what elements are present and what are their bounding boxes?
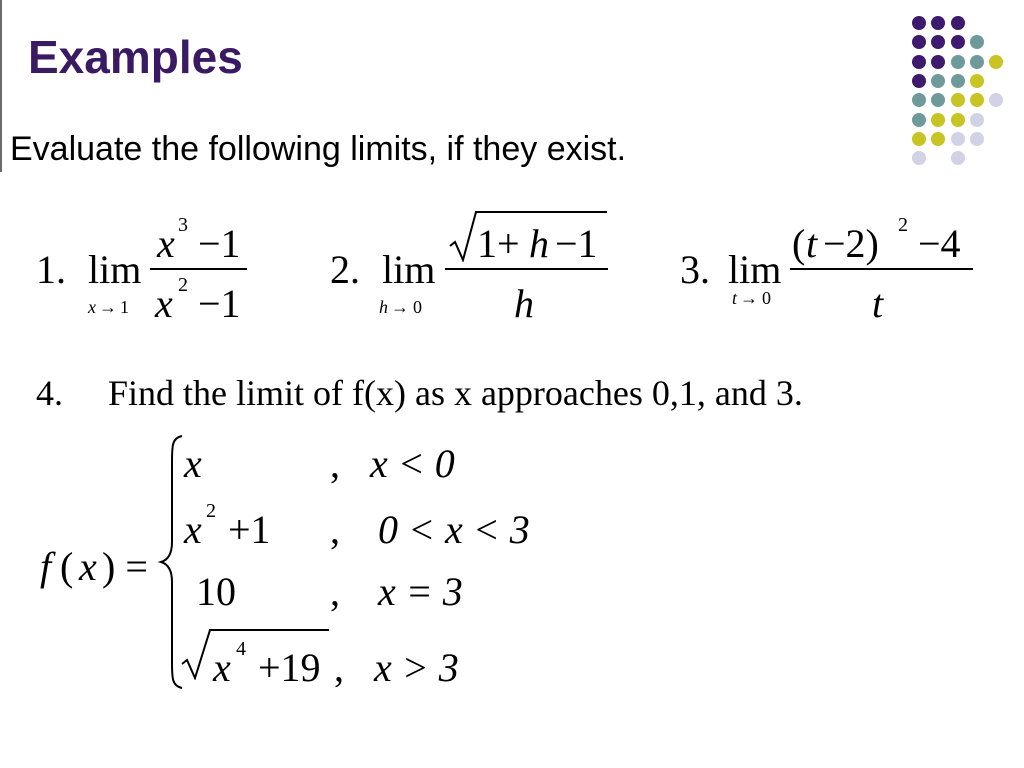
decorative-dot (951, 151, 965, 165)
decorative-dot (931, 35, 945, 49)
problem-3-numerator-mid: −2) (823, 221, 879, 266)
decorative-dot (989, 55, 1003, 69)
problem-1-lim: lim (88, 247, 142, 292)
problem-2-numerator-var: h (529, 221, 549, 266)
decorative-dot (951, 74, 965, 88)
problem-3-numerator-rest: −4 (918, 221, 961, 266)
decorative-dot (912, 113, 926, 127)
problem-1-numerator-rest: −1 (198, 221, 241, 266)
decorative-dot (970, 93, 984, 107)
decorative-dot (912, 93, 926, 107)
problem-2-sqrt-bar (475, 211, 607, 213)
problem-1-sub-arrow: → (99, 297, 117, 317)
problem-1-denominator-var: x (155, 281, 173, 326)
decorative-dot (912, 55, 926, 69)
vertical-divider (0, 0, 2, 172)
slide-title: Examples (28, 31, 243, 83)
problem-1-numerator-var: x (157, 221, 175, 266)
decorative-dot (951, 113, 965, 127)
decorative-dot (912, 132, 926, 146)
case-4-sqrt-icon (180, 628, 212, 680)
decorative-dot (970, 132, 984, 146)
problem-1-numerator-exp: 3 (178, 214, 188, 236)
case-2-expr-exp: 2 (206, 500, 216, 522)
problem-3-lim: lim (728, 247, 782, 292)
decorative-dot (931, 93, 945, 107)
problem-3-numerator-open: ( (792, 221, 806, 266)
problem-3-denominator-var: t (872, 281, 884, 326)
problem-4-statement: Find the limit of f(x) as x approaches 0,1, and 3. (108, 373, 803, 413)
case-2-comma: , (330, 507, 340, 552)
problem-2-lim: lim (382, 247, 436, 292)
piecewise-lhs-open: ( (60, 544, 74, 589)
problem-2-fraction-bar (445, 268, 608, 270)
problem-2-sub-var: h (379, 297, 388, 317)
case-4-condition: x > 3 (374, 645, 459, 690)
problem-1-denominator-rest: −1 (198, 281, 241, 326)
decorative-dot (912, 35, 926, 49)
decorative-dot (989, 93, 1003, 107)
decorative-dot (951, 132, 965, 146)
problem-1-sub-target: 1 (120, 297, 129, 317)
decorative-dot (970, 55, 984, 69)
problem-2-sub-arrow: → (391, 297, 409, 317)
problem-1-fraction-bar (150, 268, 247, 270)
problem-3-numerator-exp: 2 (898, 214, 908, 236)
decorative-dot (951, 55, 965, 69)
decorative-dot (931, 132, 945, 146)
case-4-sqrt-bar (209, 629, 329, 631)
piecewise-lhs-x: x (79, 544, 97, 589)
problem-2-sub-target: 0 (413, 297, 422, 317)
decorative-dot (912, 74, 926, 88)
case-3-comma: , (330, 569, 340, 614)
problem-2-numerator-rest: −1 (555, 221, 598, 266)
case-4-expr-exp: 4 (236, 638, 246, 660)
case-4-expr-var: x (213, 645, 231, 690)
problem-3-fraction-bar (790, 268, 973, 270)
decorative-dot (970, 74, 984, 88)
problem-4-number: 4. (36, 373, 63, 413)
case-2-expr-var: x (184, 507, 202, 552)
problem-3-sub-arrow: → (740, 288, 758, 308)
problem-3-sub-target: 0 (762, 288, 771, 308)
problem-1-denominator-exp: 2 (178, 274, 188, 296)
problem-2-numerator-a: 1+ (477, 221, 520, 266)
piecewise-lhs-f: f (40, 544, 52, 589)
decorative-dot (912, 151, 926, 165)
decorative-dot (931, 113, 945, 127)
decorative-dot (931, 74, 945, 88)
case-3-condition: x = 3 (378, 569, 463, 614)
decorative-dot (931, 16, 945, 30)
problem-2-number: 2. (330, 247, 360, 292)
case-1-expr-var: x (184, 441, 202, 486)
decorative-dot (951, 35, 965, 49)
problem-3-numerator-var: t (806, 221, 818, 266)
decorative-dot (912, 16, 926, 30)
problem-2-denominator-var: h (514, 281, 534, 326)
decorative-dot (931, 55, 945, 69)
case-1-comma: , (330, 441, 340, 486)
problem-3-number: 3. (680, 247, 710, 292)
piecewise-lhs-end: ) = (102, 544, 148, 589)
decorative-dot (970, 113, 984, 127)
instruction-text: Evaluate the following limits, if they exist. (10, 130, 627, 168)
case-4-comma: , (334, 645, 344, 690)
problem-1-sub-var: x (88, 297, 96, 317)
case-1-condition: x < 0 (370, 441, 455, 486)
decorative-dot (970, 35, 984, 49)
case-3-expr: 10 (196, 569, 236, 614)
case-2-expr-rest: +1 (228, 507, 271, 552)
problem-3-sub-var: t (732, 288, 738, 308)
decorative-dot (951, 93, 965, 107)
problem-1-number: 1. (36, 247, 66, 292)
case-4-expr-rest: +19 (258, 645, 321, 690)
problem-2-sqrt-icon (448, 210, 478, 262)
decorative-dot (951, 16, 965, 30)
case-2-condition: 0 < x < 3 (378, 507, 530, 552)
